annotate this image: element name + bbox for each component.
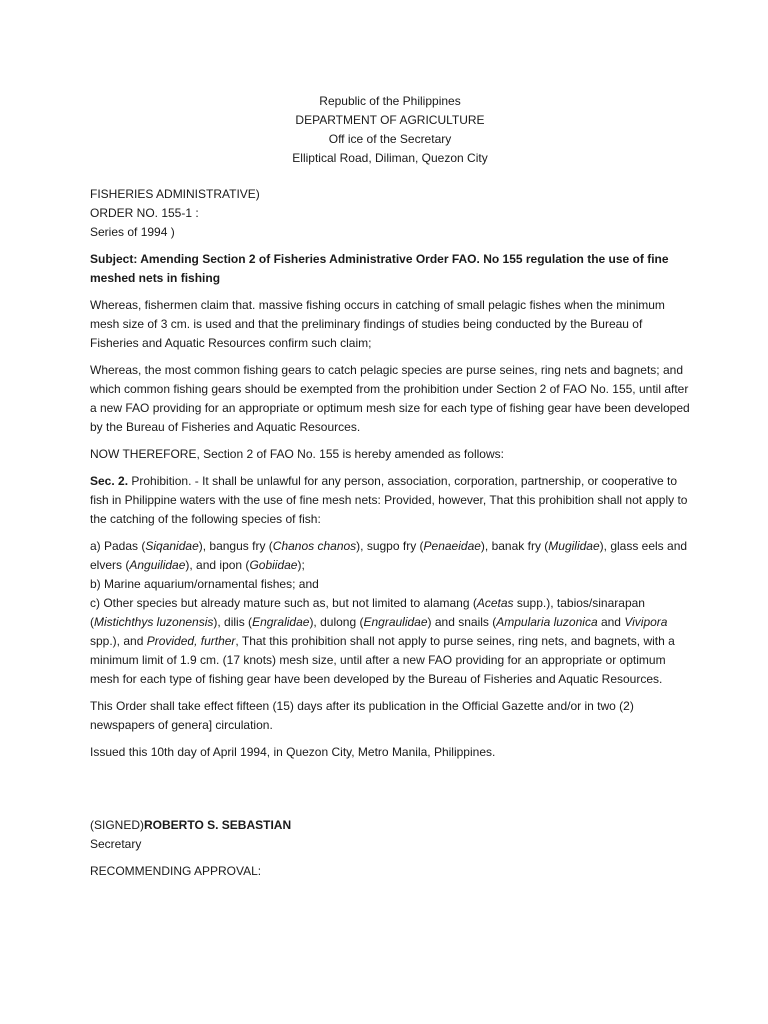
signed-marker: (SIGNED) (90, 818, 144, 832)
species-list (90, 537, 690, 689)
item-c-text: , That this prohibition shall not apply to purse seines, ring nets, and bagnets, with a minimum limit of 1.9 cm. (17 knots) mesh size, until after a new FAO providing for an appropriate or optimum mesh for each type of fishing gear have been developed by the Bureau of Fisheries and Aquatic Resources. (90, 634, 675, 686)
header-office: Off ice of the Secretary (328, 132, 452, 146)
spacer (90, 770, 690, 816)
order-line-3: Series of 1994 ) (90, 225, 175, 239)
section-2-text: Prohibition. - It shall be unlawful for any person, association, corporation, partnership, or cooperative to fish in Philippine waters with the use of fine mesh nets: Provided, however, That this prohibition shall not apply to the catching of the following species of fish: (90, 474, 688, 526)
item-c-text: ), dilis ( (213, 615, 253, 629)
whereas-paragraph-1: Whereas, fishermen claim that. massive fishing occurs in catching of small pelagic fishes when the minimum mesh size of 3 cm. is used and that the preliminary findings of studies being conducted by the Bureau of Fisheries and Aquatic Resources confirm such claim; (90, 298, 665, 350)
header-department: DEPARTMENT OF AGRICULTURE (295, 113, 485, 127)
document-header (90, 92, 690, 168)
item-c-text: supp.), tabios/sinarapan ( (90, 596, 645, 629)
item-c-italic: Ampularia luzonica (496, 615, 598, 629)
signatory-title: Secretary (90, 837, 142, 851)
item-a-italic: Penaeidae (423, 539, 481, 553)
header-address: Elliptical Road, Diliman, Quezon City (292, 151, 488, 165)
section-2-paragraph (90, 472, 690, 529)
item-c-italic: Engralidae (252, 615, 310, 629)
section-2-label: Sec. 2. (90, 474, 129, 488)
item-a-text: ), banak fry ( (480, 539, 549, 553)
signature-line (90, 816, 690, 835)
subject-paragraph: Subject: Amending Section 2 of Fisheries Administrative Order FAO. No 155 regulation the use of fine meshed nets in fishing (90, 252, 669, 285)
item-c-italic: Provided, further (146, 634, 236, 648)
effectivity-paragraph: This Order shall take effect fifteen (15) days after its publication in the Official Gazette and/or in two (2) newspapers of genera] circulation. (90, 699, 634, 732)
recommending-approval: RECOMMENDING APPROVAL: (90, 864, 262, 878)
item-a-text: ), and ipon ( (185, 558, 250, 572)
item-c-italic: Acetas (476, 596, 514, 610)
whereas-paragraph-2: Whereas, the most common fishing gears to catch pelagic species are purse seines, ring nets and bagnets; and which common fishing gears should be exempted from the prohibition under Section 2 of FAO No. 155, until after a new FAO providing for an appropriate or optimum mesh size for each type of fishing gear have been developed by the Bureau of Fisheries and Aquatic Resources. (90, 363, 690, 434)
item-c-text: c) Other species but already mature such as, but not limited to alamang ( (90, 596, 477, 610)
item-a-italic: Mugilidae (548, 539, 600, 553)
item-a-text: ); (297, 558, 305, 572)
header-republic: Republic of the Philippines (319, 94, 461, 108)
order-block (90, 185, 690, 242)
item-a-text: a) Padas ( (90, 539, 146, 553)
item-a-italic: Chanos chanos (272, 539, 357, 553)
item-c-italic: Engraulidae (363, 615, 428, 629)
item-c-text: and (597, 615, 625, 629)
item-a-italic: Gobiidae (249, 558, 298, 572)
issued-paragraph: Issued this 10th day of April 1994, in Quezon City, Metro Manila, Philippines. (90, 745, 496, 759)
item-a-text: ), sugpo fry ( (356, 539, 424, 553)
item-a-text: ), bangus fry ( (198, 539, 273, 553)
signatory-name: ROBERTO S. SEBASTIAN (144, 818, 292, 832)
item-c-text: ) and snails ( (427, 615, 497, 629)
signature-block (90, 816, 690, 854)
order-line-2: ORDER NO. 155-1 : (90, 206, 199, 220)
item-c-text: ), dulong ( (309, 615, 364, 629)
now-therefore-paragraph: NOW THEREFORE, Section 2 of FAO No. 155 is hereby amended as follows: (90, 447, 504, 461)
item-c-text: spp.), and (90, 634, 147, 648)
list-item-b: b) Marine aquarium/ornamental fishes; and (90, 577, 319, 591)
item-c-italic: Mistichthys luzonensis (94, 615, 214, 629)
list-item-c (90, 594, 690, 689)
item-a-italic: Anguilidae (129, 558, 186, 572)
document-page (90, 92, 690, 889)
item-a-text: ), glass eels and elvers ( (90, 539, 688, 572)
list-item-a (90, 537, 690, 575)
order-line-1: FISHERIES ADMINISTRATIVE) (90, 187, 260, 201)
item-a-italic: Siqanidae (145, 539, 199, 553)
item-c-italic: Vivipora (624, 615, 668, 629)
